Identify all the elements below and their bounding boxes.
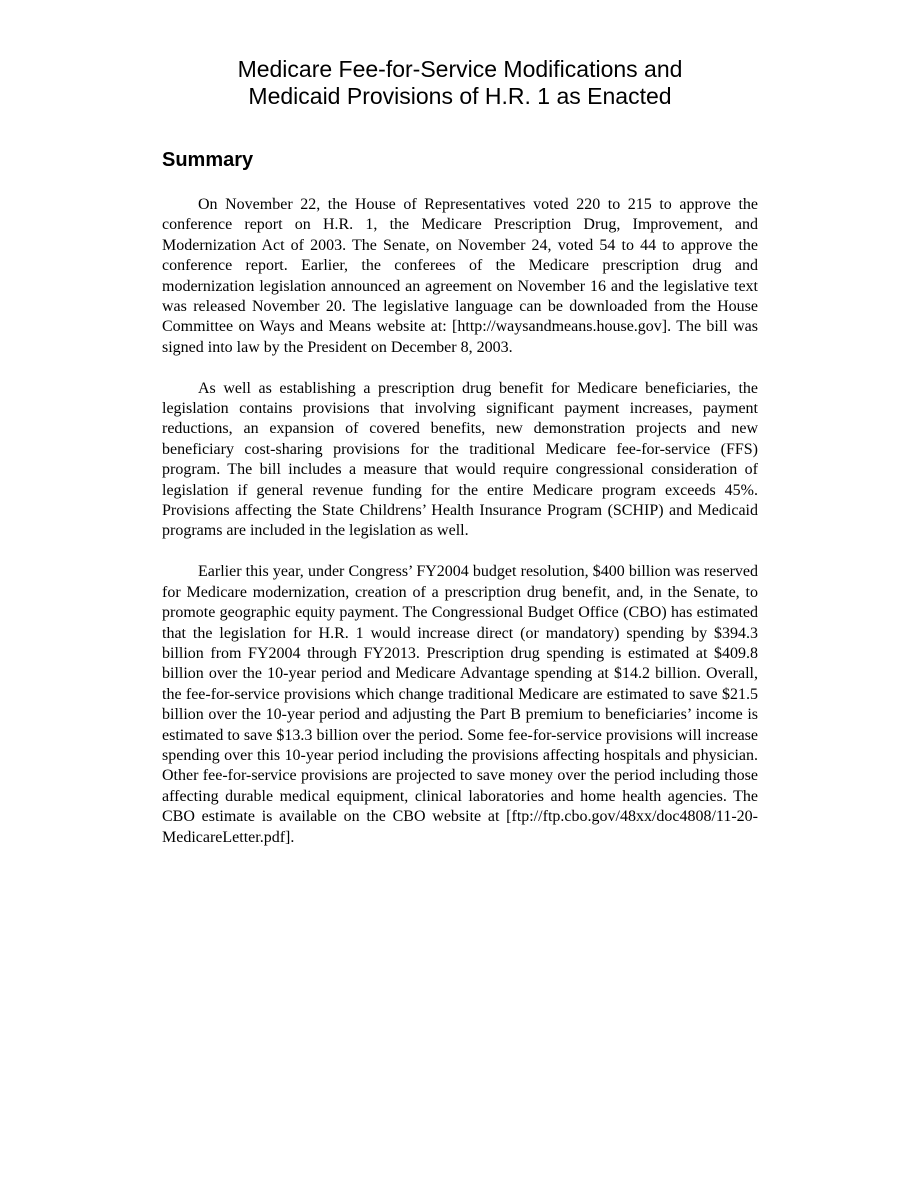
paragraph-2: As well as establishing a prescription drug benefit for Medicare beneficiaries, the legislation contains provisions that involving significant payment increases, payment reductions, an expansion of covered benefits, new demonstration projects and new beneficiary cost-sharing provisions for the traditional Medicare fee-for-service (FFS) program. The bill includes a measure that would require congressional consideration of legislation if general revenue funding for the entire Medicare program exceeds 45%. Provisions affecting the State Childrens’ Health Insurance Program (SCHIP) and Medicaid programs are included in the legislation as well. (162, 379, 758, 540)
summary-body (162, 195, 758, 868)
section-heading-summary: Summary (162, 149, 254, 171)
document-title-line-1: Medicare Fee-for-Service Modifications and (237, 56, 683, 82)
paragraph-3: Earlier this year, under Congress’ FY2004 budget resolution, $400 billion was reserved for Medicare modernization, creation of a prescription drug benefit, and, in the Senate, to promote geographic equity payment. The Congressional Budget Office (CBO) has estimated that the legislation for H.R. 1 would increase direct (or mandatory) spending by $394.3 billion from FY2004 through FY2013. Prescription drug spending is estimated at $409.8 billion over the 10-year period and Medicare Advantage spending at $14.2 billion. Overall, the fee-for-service provisions which change traditional Medicare are estimated to save $21.5 billion over the 10-year period and adjusting the Part B premium to beneficiaries’ income is estimated to save $13.3 billion over the period. Some fee-for-service provisions will increase spending over this 10-year period including the provisions affecting hospitals and physician. Other fee-for-service provisions are projected to save money over the period including those affecting durable medical equipment, clinical laboratories and home health agencies. The CBO estimate is available on the CBO website at [ftp://ftp.cbo.gov/48xx/doc4808/11-20-MedicareLetter.pdf]. (162, 563, 758, 846)
paragraph-1: On November 22, the House of Representatives voted 220 to 215 to approve the conference report on H.R. 1, the Medicare Prescription Drug, Improvement, and Modernization Act of 2003. The Senate, on November 24, voted 54 to 44 to approve the conference report. Earlier, the conferees of the Medicare prescription drug and modernization legislation announced an agreement on November 16 and the legislative text was released November 20. The legislative language can be downloaded from the House Committee on Ways and Means website at: [http://waysandmeans.house.gov]. The bill was signed into law by the President on December 8, 2003. (162, 196, 758, 356)
document-title (160, 56, 760, 110)
document-title-line-2: Medicaid Provisions of H.R. 1 as Enacted (248, 83, 672, 109)
